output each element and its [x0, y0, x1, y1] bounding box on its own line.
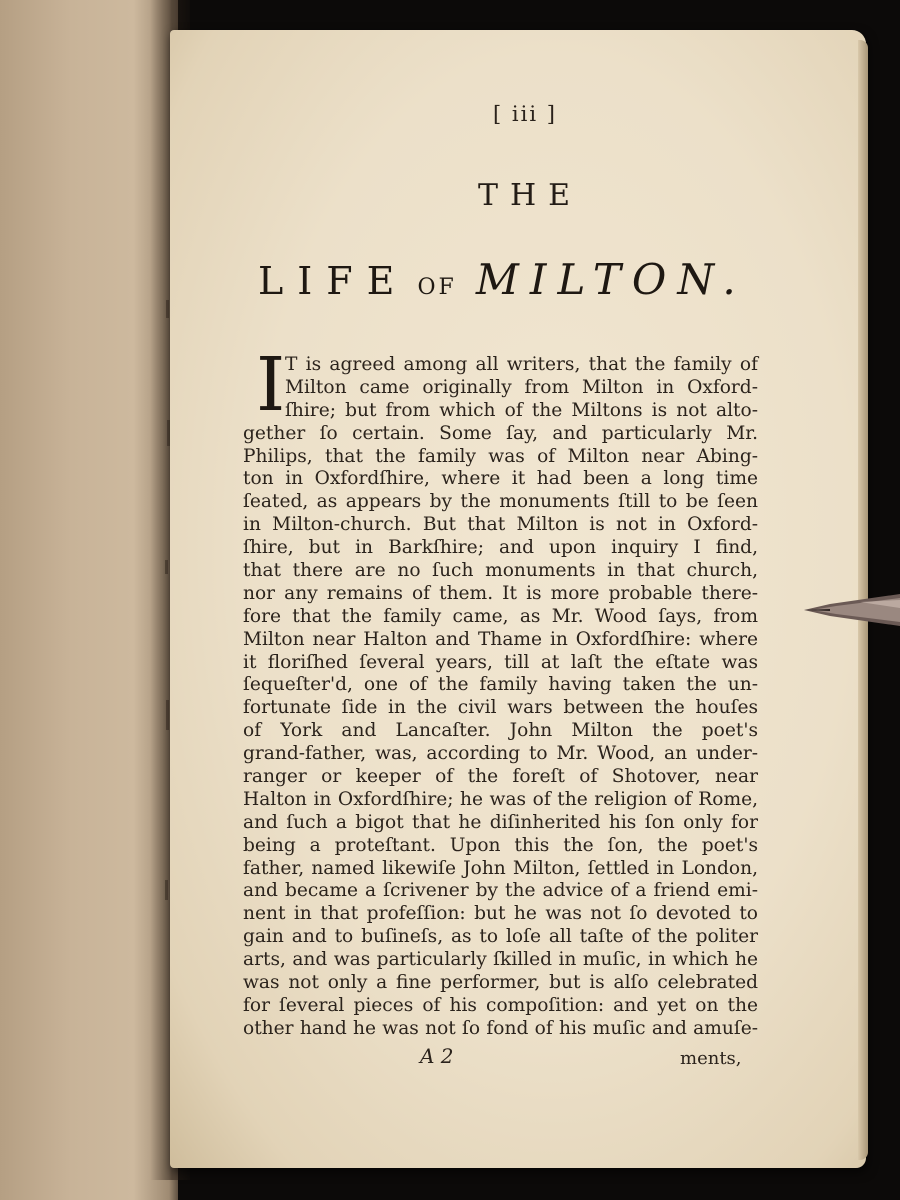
- body-line: ton in Oxfordſhire, where it had been a long time: [243, 468, 758, 490]
- body-line: other hand he was not ſo fond of his muſic and amuſe-: [243, 1017, 758, 1039]
- body-line: nor any remains of them. It is more probable there-: [243, 582, 758, 604]
- body-line: Halton in Oxfordſhire; he was of the religion of Rome,: [243, 788, 758, 810]
- heading-the: THE: [477, 178, 583, 213]
- page-title: [258, 255, 778, 305]
- title-milton: MILTON.: [475, 255, 747, 304]
- body-line: and ſuch a bigot that he diſinherited his ſon only for: [243, 811, 758, 833]
- gutter-mark: [166, 300, 169, 318]
- body-line: gain and to buſineſs, as to loſe all taſte of the politer: [243, 926, 758, 948]
- page-number: [ iii ]: [493, 102, 557, 126]
- catchword: ments,: [680, 1048, 742, 1069]
- body-line: ranger or keeper of the foreſt of Shotover, near: [243, 766, 758, 788]
- body-line: was not only a fine performer, but is alſo celebrated: [243, 972, 758, 994]
- body-line: ſhire; but from which of the Miltons is not alto-: [285, 399, 758, 421]
- body-line: T is agreed among all writers, that the family of: [285, 354, 758, 375]
- body-line: of York and Lancaſter. John Milton the poet's: [243, 720, 758, 742]
- gutter-mark: [165, 560, 168, 574]
- signature-mark: A 2: [420, 1044, 454, 1068]
- body-line: fortunate ſide in the civil wars between the houſes: [243, 697, 758, 719]
- body-line: nent in that profeſſion: but he was not ſo devoted to: [243, 903, 758, 925]
- body-line: that there are no ſuch monuments in that church,: [243, 560, 758, 582]
- body-text: [243, 342, 758, 1041]
- body-line: it floriſhed ſeveral years, till at laſt the eſtate was: [243, 651, 758, 673]
- body-line: ſequeſter'd, one of the family having taken the un-: [243, 674, 758, 696]
- body-line: for ſeveral pieces of his compoſition: and yet on the: [243, 994, 758, 1016]
- drop-cap: I: [256, 342, 286, 428]
- gutter-mark: [165, 880, 168, 900]
- body-line: being a proteſtant. Upon this the ſon, the poet's: [243, 834, 758, 856]
- pen-nib-bookmark: [800, 588, 900, 632]
- body-line: Philips, that the family was of Milton near Abing-: [243, 445, 758, 467]
- body-line: Milton came originally from Milton in Oxford-: [285, 376, 758, 398]
- body-line: ſhire, but in Barkſhire; and upon inquiry I find,: [243, 537, 758, 559]
- title-life: LIFE: [258, 259, 409, 303]
- title-of: OF: [417, 275, 457, 300]
- body-line: fore that the family came, as Mr. Wood ſays, from: [243, 605, 758, 627]
- body-line: Milton near Halton and Thame in Oxfordſhire: where: [243, 628, 758, 650]
- body-line: gether ſo certain. Some ſay, and particularly Mr.: [243, 422, 758, 444]
- body-line: father, named likewiſe John Milton, ſettled in London,: [243, 857, 758, 879]
- body-line: ſeated, as appears by the monuments ſtill to be ſeen: [243, 491, 758, 513]
- body-line: in Milton-church. But that Milton is not in Oxford-: [243, 514, 758, 536]
- gutter-mark: [166, 700, 169, 730]
- body-line: arts, and was particularly ſkilled in muſic, in which he: [243, 949, 758, 971]
- body-line: grand-father, was, according to Mr. Wood, an under-: [243, 743, 758, 765]
- body-line: and became a ſcrivener by the advice of a friend emi-: [243, 880, 758, 902]
